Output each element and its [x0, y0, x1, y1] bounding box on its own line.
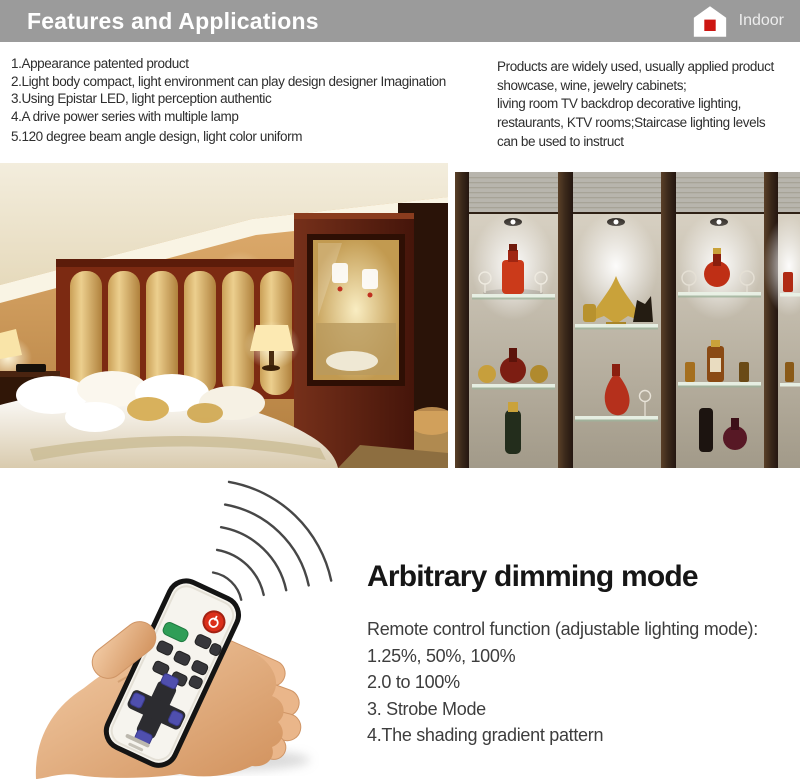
feature-item: 4.A drive power series with multiple lamp [11, 108, 239, 124]
applications-line: restaurants, KTV rooms;Staircase lighting levels [497, 115, 766, 131]
feature-item: 5.120 degree beam angle design, light color uniform [11, 129, 303, 145]
indoor-badge [691, 4, 784, 39]
page-title: Features and Applications [27, 7, 319, 34]
house-icon [691, 4, 729, 39]
dimming-item: 4.The shading gradient pattern [367, 725, 604, 745]
dimming-item: 2.0 to 100% [367, 672, 460, 692]
feature-item: 1.Appearance patented product [11, 56, 189, 71]
dimming-item: 1.25%, 50%, 100% [367, 645, 516, 666]
applications-line: showcase, wine, jewelry cabinets; [497, 77, 687, 93]
dimming-text [367, 616, 758, 749]
applications-line: Products are widely used, usually applied product [497, 59, 774, 74]
applications-line: can be used to instruct [497, 133, 624, 149]
bedroom-photo [0, 163, 448, 468]
indoor-badge-label: Indoor [738, 12, 784, 29]
applications-line: living room TV backdrop decorative lighting, [497, 96, 742, 112]
dimming-heading: Arbitrary dimming mode [367, 560, 698, 593]
cabinet-photo [455, 172, 800, 468]
feature-item: 2.Light body compact, light environment can play design designer Imagination [11, 73, 446, 89]
wireless-signal-icon [213, 482, 331, 600]
header-bar [0, 0, 800, 42]
applications-text [497, 58, 774, 152]
dimming-item: 3. Strobe Mode [367, 698, 486, 719]
features-list [11, 55, 446, 146]
dimming-intro: Remote control function (adjustable lighting mode): [367, 619, 758, 639]
feature-item: 3.Using Epistar LED, light perception authentic [11, 91, 272, 107]
remote-illustration [0, 470, 360, 779]
